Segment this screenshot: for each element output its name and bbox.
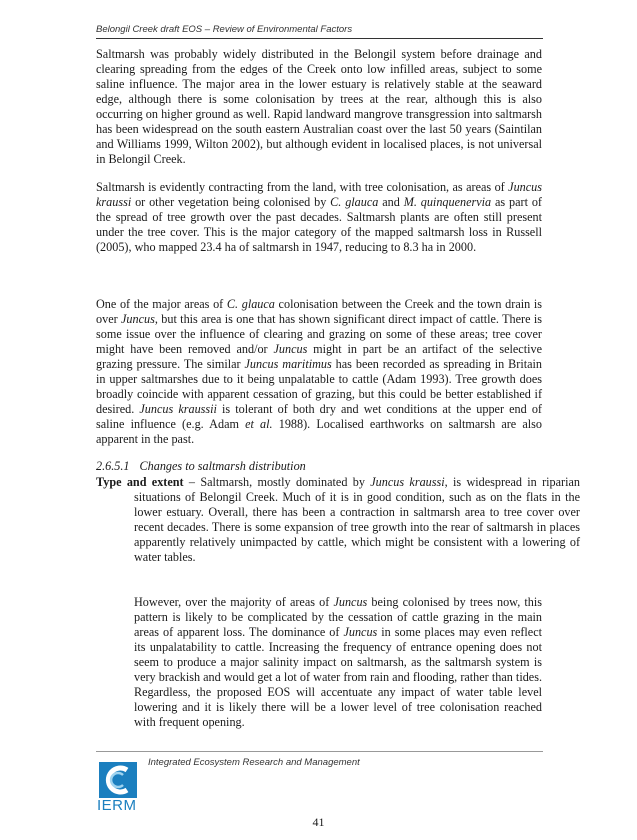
logo-wordmark: IERM xyxy=(97,797,137,814)
footer-rule xyxy=(96,751,543,752)
paragraph-glauca-colonisation: One of the major areas of C. glauca colonisation between the Creek and the town drain is over Juncus, but this area is one that has shown significant direct impact of cattle. There is some issue over the influence of clearing and grazing on some of these areas; tree cover might have been removed and/or Juncus might in part be an artifact of the selective grazing pressure. The similar Juncus maritimus has been recorded as spreading in Britain in upper saltmarshes due to it being unpalatable to cattle (Adam 1993). Tree growth does broadly coincide with apparent cessation of grazing, but this could be better established if desired. Juncus kraussii is tolerant of both dry and wet conditions at the upper end of saline influence (e.g. Adam et al. 1988). Localised earthworks on saltmarsh are also apparent in the past. xyxy=(96,297,543,447)
paragraph-type-and-extent: Type and extent – Saltmarsh, mostly dominated by Juncus kraussi, is widespread in riparian situations of Belongil Creek. Much of it is in good condition, such as on the flats in the lower estuary. Overall, there has been a contraction in saltmarsh area to tree cover over recent decades. There is some expansion of tree growth into the rear of saltmarsh in places apparently relatively unimpacted by cattle, which might be consistent with a lowering of water tables. xyxy=(96,475,580,565)
paragraph-saltmarsh-contracting: Saltmarsh is evidently contracting from the land, with tree colonisation, as areas of Juncus kraussi or other vegetation being colonised by C. glauca and M. quinquenervia as part of the spread of tree growth over the past decades. Saltmarsh plants are often still present under the tree cover. This is the major category of the mapped saltmarsh loss in Russell (2005), who mapped 23.4 ha of saltmarsh in 1947, reducing to 8.3 ha in 2000. xyxy=(96,180,542,255)
header-rule xyxy=(96,38,543,39)
type-extent-label: Type and extent xyxy=(96,475,184,489)
paragraph-saltmarsh-distribution: Saltmarsh was probably widely distributed in the Belongil system before drainage and clearing spreading from the edges of the Creek onto low infilled areas, subject to some saline influence. The major area in the lower estuary is relatively stable at the seaward edge, although there is some colonisation by trees at the rear, although this is also occurring on higher ground as well. Rapid landward mangrove transgression into saltmarsh has been widespread on the south eastern Australian coast over the last 50 years (Saintilan and Williams 1999, Wilton 2002), but although evident in localised places, is not universal in Belongil Creek. xyxy=(96,47,542,167)
footer-org-name: Integrated Ecosystem Research and Management xyxy=(148,757,360,768)
section-heading xyxy=(96,459,306,474)
section-number: 2.6.5.1 xyxy=(96,459,130,473)
paragraph-cattle-grazing: However, over the majority of areas of Juncus being colonised by trees now, this pattern is likely to be complicated by the cessation of cattle grazing in the main areas of apparent loss. The dominance of Juncus in some places may even reflect its unpalatability to cattle. Increasing the frequency of entrance opening does not seem to produce a major salinity impact on saltmarsh, as the saltmarsh system is very brackish and would get a lot of water from rain and flooding, rather than tides. Regardless, the proposed EOS will accentuate any impact of water table level lowering and it is likely there will be a lower level of tree colonisation reached with frequent opening. xyxy=(134,595,543,730)
section-title: Changes to saltmarsh distribution xyxy=(139,459,306,473)
running-header: Belongil Creek draft EOS – Review of Environmental Factors xyxy=(96,24,353,35)
page-number: 41 xyxy=(312,815,325,829)
